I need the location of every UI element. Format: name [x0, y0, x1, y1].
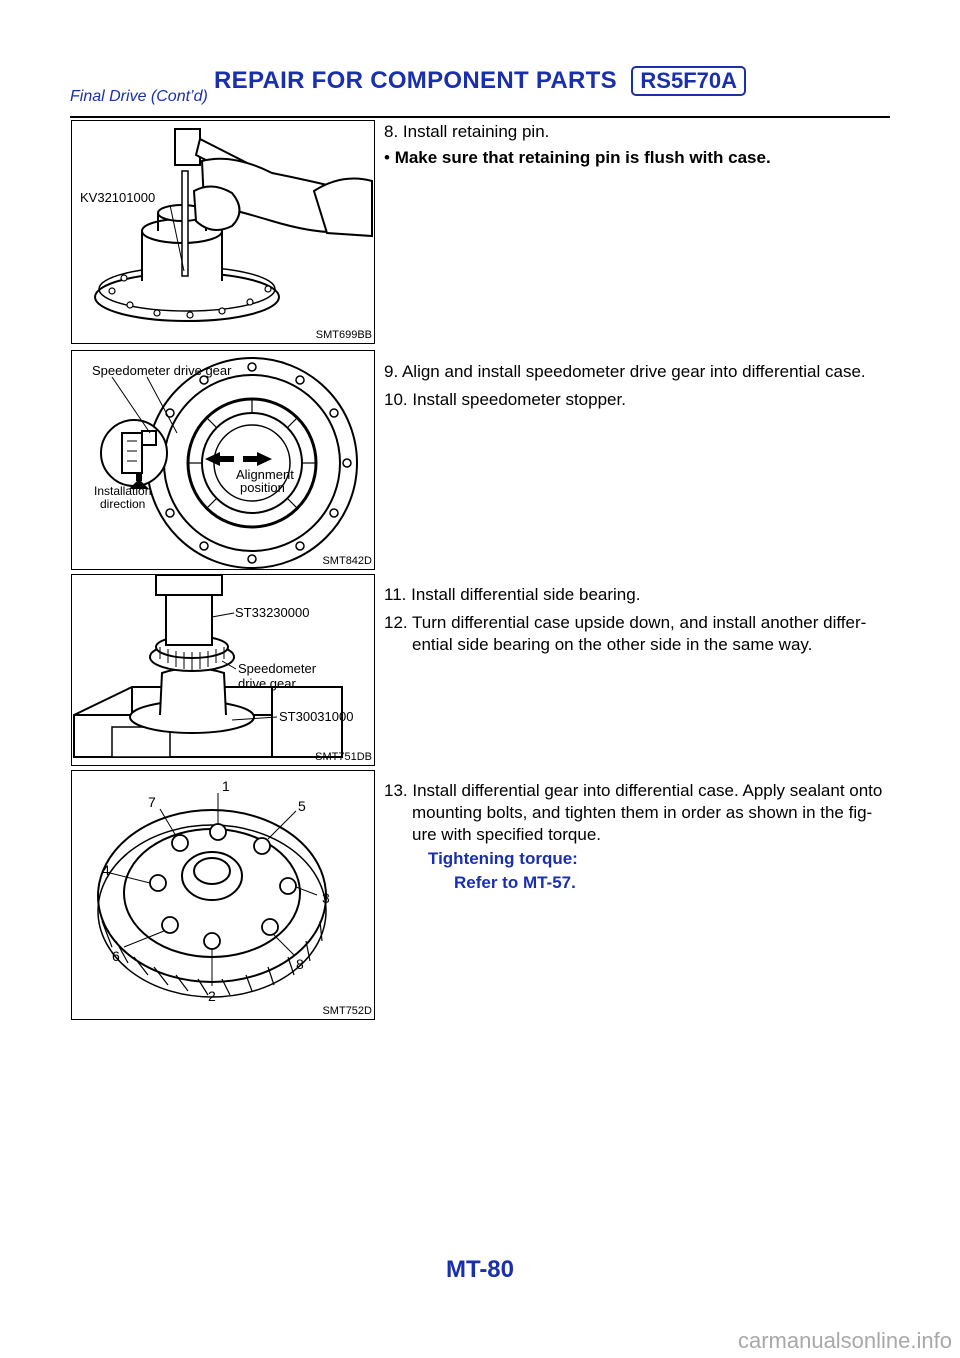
- watermark: carmanualsonline.info: [737, 1328, 952, 1353]
- step-9-text: 9. Align and install speedometer drive gear into differential case.: [384, 362, 866, 381]
- step-8-text: 8. Install retaining pin.: [384, 122, 550, 141]
- bolt-number-3: 3: [322, 890, 330, 906]
- bolt-number-1: 1: [222, 778, 230, 794]
- page-number: MT-80: [445, 1256, 514, 1283]
- torque-reference-link[interactable]: Refer to MT-57.: [454, 873, 576, 892]
- figure3-label-press-tool: ST30031000: [279, 709, 354, 724]
- model-code-badge: RS5F70A: [631, 66, 746, 96]
- figure-speedometer-gear: [71, 350, 375, 570]
- step-8: [384, 121, 894, 169]
- torque-label: Tightening torque:: [428, 849, 578, 868]
- figure-caption: SMT842D: [322, 555, 372, 567]
- bolt-number-7: 7: [148, 794, 156, 810]
- figure-caption: SMT752D: [322, 1005, 372, 1017]
- step-8-note: [384, 147, 894, 169]
- step-11-text: 11. Install differential side bearing.: [384, 585, 641, 604]
- header-divider: [70, 116, 890, 118]
- figure2-label-position: position: [240, 480, 285, 495]
- bolt-number-5: 5: [298, 798, 306, 814]
- bolt-number-8: 8: [296, 956, 304, 972]
- step-8-note-text: Make sure that retaining pin is flush with case.: [394, 148, 771, 167]
- figure2-label-direction: direction: [100, 497, 146, 511]
- step-11-12: [384, 584, 894, 656]
- step-13-text: 13. Install differential gear into differential case. Apply sealant onto mounting bolts, and tighten them in order as shown in the fig- ure with specified torque.: [384, 781, 883, 844]
- step-13: [384, 780, 894, 894]
- figure-bolt-order: [71, 770, 375, 1020]
- side-bearing-illustration: [72, 575, 374, 765]
- figure-caption: SMT751DB: [315, 751, 372, 763]
- figure1-label-tool: KV32101000: [80, 190, 156, 205]
- figure-caption: SMT699BB: [315, 329, 372, 341]
- bolt-number-4: 4: [102, 862, 110, 878]
- figure3-label-drive-gear: drive gear: [238, 676, 296, 691]
- figure-retaining-pin: [71, 120, 375, 344]
- figure2-label-gear: Speedometer drive gear: [92, 363, 232, 378]
- bolt-number-6: 6: [112, 948, 120, 964]
- section-subtitle: Final Drive (Cont’d): [70, 88, 208, 105]
- section-title: REPAIR FOR COMPONENT PARTS: [214, 67, 617, 94]
- figure3-label-tool: ST33230000: [235, 605, 310, 620]
- step-10-text: 10. Install speedometer stopper.: [384, 390, 626, 409]
- step-9-10: [384, 361, 894, 411]
- figure2-label-install: Installation: [94, 484, 152, 498]
- speedometer-gear-illustration: [72, 351, 374, 569]
- bolt-number-2: 2: [208, 988, 216, 1004]
- bolt-order-illustration: [72, 771, 374, 1019]
- figure3-label-speedometer: Speedometer: [238, 661, 317, 676]
- figure-side-bearing: [71, 574, 375, 766]
- figure2-label-alignment: Alignment: [236, 467, 294, 482]
- retaining-pin-illustration: [72, 121, 374, 343]
- bullet-icon: •: [384, 148, 390, 167]
- step-12-text: 12. Turn differential case upside down, and install another differ- ential side bearing on the other side in the same way.: [384, 613, 867, 654]
